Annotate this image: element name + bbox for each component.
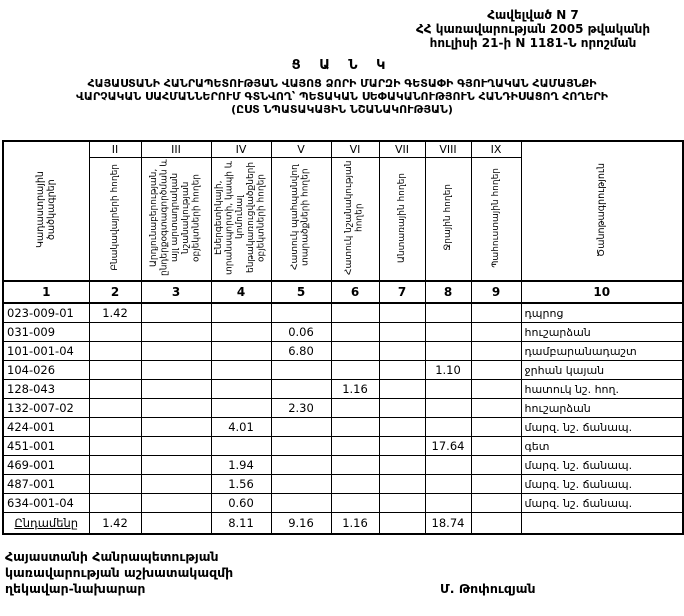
row-code: 104-026 — [3, 361, 89, 380]
row-value — [379, 361, 425, 380]
roman-iv: IV — [211, 141, 271, 158]
header-notes — [521, 141, 683, 281]
roman-ii: II — [89, 141, 141, 158]
table-row — [3, 323, 683, 342]
row-note: հատուկ նշ. հող. — [521, 380, 683, 399]
row-code: 634-001-04 — [3, 494, 89, 513]
row-value — [271, 456, 331, 475]
row-note: գետ — [521, 437, 683, 456]
signature-name: Մ. Թոփուզյան — [440, 581, 536, 596]
row-code: 132-007-02 — [3, 399, 89, 418]
row-value — [425, 475, 471, 494]
row-value: 4.01 — [211, 418, 271, 437]
row-value — [89, 380, 141, 399]
row-value: 1.56 — [211, 475, 271, 494]
total-label: Ընդամենը — [3, 513, 89, 535]
total-value — [379, 513, 425, 535]
row-value — [471, 361, 521, 380]
row-value: 2.30 — [271, 399, 331, 418]
header-water-lands: Ջրային հողեր — [425, 158, 471, 282]
row-value — [425, 323, 471, 342]
row-value — [211, 303, 271, 323]
row-value: 17.64 — [425, 437, 471, 456]
row-note: դպրոց — [521, 303, 683, 323]
row-value — [471, 456, 521, 475]
table-row — [3, 418, 683, 437]
row-value — [471, 380, 521, 399]
total-value — [471, 513, 521, 535]
row-value — [471, 303, 521, 323]
row-value — [425, 418, 471, 437]
document-subtitle-1: ՀԱՅԱՍՏԱՆԻ ՀԱՆՐԱՊԵՏՈՒԹՅԱՆ ՎԱՅՈՑ ՁՈՐԻ ՄԱՐԶԻ ԳԵՏԱՓԻ ԳՅՈՒՂԱԿԱՆ ՀԱՄԱՅՆՔԻ — [87, 77, 597, 90]
total-value — [141, 513, 211, 535]
row-value — [471, 437, 521, 456]
row-value — [141, 323, 211, 342]
total-value: 8.11 — [211, 513, 271, 535]
row-value — [271, 437, 331, 456]
row-value — [271, 303, 331, 323]
row-value — [379, 342, 425, 361]
row-value — [331, 303, 379, 323]
row-value — [271, 380, 331, 399]
header-forest-lands: Անտառային հողեր — [379, 158, 425, 282]
table-row — [3, 399, 683, 418]
total-value: 18.74 — [425, 513, 471, 535]
title-block — [0, 58, 684, 116]
row-value — [141, 456, 211, 475]
appendix-line-1: Հավելված N 7 — [487, 8, 579, 22]
table-row — [3, 361, 683, 380]
header-energy-transport-lands: Էներգետիկայի, տրանսպորտի, կապի և կոմունալ ենթակառուցվածքների օբյեկտների հողեր — [211, 158, 271, 282]
row-code: 023-009-01 — [3, 303, 89, 323]
row-value — [141, 437, 211, 456]
row-note: մարզ. նշ. ճանապ. — [521, 494, 683, 513]
row-note: հուշարձան — [521, 399, 683, 418]
row-value — [211, 437, 271, 456]
row-note: մարզ. նշ. ճանապ. — [521, 456, 683, 475]
row-value — [379, 303, 425, 323]
header-cadastral-codes-label: Կադաստրային ծածկագրեր — [35, 171, 58, 248]
row-value — [379, 475, 425, 494]
row-value — [89, 323, 141, 342]
row-value — [271, 418, 331, 437]
row-value: 6.80 — [271, 342, 331, 361]
row-value: 1.42 — [89, 303, 141, 323]
row-code: 128-043 — [3, 380, 89, 399]
document-title: Ց Ա Ն Կ — [291, 58, 393, 73]
row-value: 0.06 — [271, 323, 331, 342]
row-note: հուշարձան — [521, 323, 683, 342]
row-value — [89, 456, 141, 475]
header-industrial-lands: Արդյունաբերության, ընդերքօգտագործման և այլ արտադրական նշանակության օբյեկտների հողեր — [141, 158, 211, 282]
row-value — [379, 323, 425, 342]
row-value — [89, 361, 141, 380]
row-value — [471, 323, 521, 342]
roman-v: V — [271, 141, 331, 158]
roman-iii: III — [141, 141, 211, 158]
land-category-table — [2, 140, 684, 535]
row-value — [379, 418, 425, 437]
table-body — [3, 303, 683, 513]
row-value — [211, 342, 271, 361]
row-value — [331, 399, 379, 418]
row-value — [141, 418, 211, 437]
header-protected-areas-lands: Հատուկ պահպանվող տարածքների հողեր — [271, 158, 331, 282]
row-value — [141, 494, 211, 513]
row-value — [89, 418, 141, 437]
row-value — [271, 361, 331, 380]
row-value: 1.16 — [331, 380, 379, 399]
row-value — [425, 342, 471, 361]
row-value — [89, 475, 141, 494]
appendix-line-2: ՀՀ կառավարության 2005 թվականի — [415, 22, 651, 36]
appendix-block — [392, 8, 674, 50]
appendix-line-3: հուլիսի 21-ի N 1181-Ն որոշման — [429, 36, 637, 50]
row-value — [379, 456, 425, 475]
column-number-row: 1 2 3 4 5 6 7 8 9 10 — [3, 281, 683, 303]
table-row — [3, 380, 683, 399]
table-row — [3, 437, 683, 456]
total-value: 1.42 — [89, 513, 141, 535]
row-value — [425, 303, 471, 323]
row-value — [141, 303, 211, 323]
signatory-line-3: ղեկավար-նախարար — [5, 581, 146, 596]
row-value — [471, 399, 521, 418]
row-value — [271, 494, 331, 513]
header-notes-label: Ծանոթագրություն — [596, 162, 608, 257]
table-foot — [3, 513, 683, 535]
row-value — [89, 494, 141, 513]
row-value — [331, 361, 379, 380]
row-value — [331, 456, 379, 475]
row-value — [331, 418, 379, 437]
row-value — [379, 494, 425, 513]
table-row — [3, 342, 683, 361]
row-code: 031-009 — [3, 323, 89, 342]
total-row — [3, 513, 683, 535]
row-note: ջրհան կայան — [521, 361, 683, 380]
row-value — [141, 399, 211, 418]
row-value — [379, 380, 425, 399]
row-value — [471, 494, 521, 513]
document-subtitle-2: ՎԱՐՉԱԿԱՆ ՍԱՀՄԱՆՆԵՐՈՒՄ ԳՏՆՎՈՂ՝ ՊԵՏԱԿԱՆ ՍԵՓԱԿԱՆՈՒԹՅՈՒՆ ՀԱՆԴԻՍԱՑՈՂ ՀՈՂԵՐԻ — [76, 90, 608, 103]
row-value — [331, 437, 379, 456]
row-value — [211, 323, 271, 342]
row-value — [89, 342, 141, 361]
row-value — [425, 380, 471, 399]
row-value — [141, 342, 211, 361]
row-note: դամբարանադաշտ — [521, 342, 683, 361]
row-value — [89, 437, 141, 456]
document-subtitle-3: (ԸՍՏ ՆՊԱՏԱԿԱՅԻՆ ՆՇԱՆԱԿՈՒԹՅԱՆ) — [231, 103, 453, 116]
row-value — [425, 399, 471, 418]
row-value — [89, 399, 141, 418]
row-value — [141, 475, 211, 494]
roman-vi: VI — [331, 141, 379, 158]
row-value — [331, 323, 379, 342]
row-value — [331, 342, 379, 361]
row-code: 424-001 — [3, 418, 89, 437]
header-special-purpose-lands: Հատուկ նշանակության հողեր — [331, 158, 379, 282]
row-value — [211, 399, 271, 418]
roman-viii: VIII — [425, 141, 471, 158]
row-value — [211, 380, 271, 399]
total-note — [521, 513, 683, 535]
row-value — [271, 475, 331, 494]
row-value — [211, 361, 271, 380]
row-value — [379, 437, 425, 456]
table-row — [3, 494, 683, 513]
row-value — [141, 361, 211, 380]
total-value: 9.16 — [271, 513, 331, 535]
row-value: 1.94 — [211, 456, 271, 475]
row-value — [425, 456, 471, 475]
header-reserve-lands: Պահուստային հողեր — [471, 158, 521, 282]
row-value — [379, 399, 425, 418]
row-value — [471, 475, 521, 494]
table-row — [3, 475, 683, 494]
row-code: 451-001 — [3, 437, 89, 456]
table-row — [3, 303, 683, 323]
table-row — [3, 456, 683, 475]
signatory-block — [5, 549, 233, 597]
roman-ix: IX — [471, 141, 521, 158]
total-value: 1.16 — [331, 513, 379, 535]
row-value — [141, 380, 211, 399]
roman-numeral-row — [3, 141, 683, 158]
row-code: 469-001 — [3, 456, 89, 475]
row-value — [471, 342, 521, 361]
signatory-line-1: Հայաստանի Հանրապետության — [5, 549, 219, 564]
table-head — [3, 141, 683, 303]
roman-vii: VII — [379, 141, 425, 158]
row-code: 101-001-04 — [3, 342, 89, 361]
signatory-line-2: կառավարության աշխատակազմի — [5, 565, 234, 580]
row-note: մարզ. նշ. ճանապ. — [521, 475, 683, 494]
row-code: 487-001 — [3, 475, 89, 494]
row-value — [331, 494, 379, 513]
row-value — [331, 475, 379, 494]
row-value: 0.60 — [211, 494, 271, 513]
header-cadastral-codes — [3, 141, 89, 281]
row-value — [471, 418, 521, 437]
header-residential-lands: Բնակավայրերի հողեր — [89, 158, 141, 282]
row-note: մարզ. նշ. ճանապ. — [521, 418, 683, 437]
row-value: 1.10 — [425, 361, 471, 380]
row-value — [425, 494, 471, 513]
